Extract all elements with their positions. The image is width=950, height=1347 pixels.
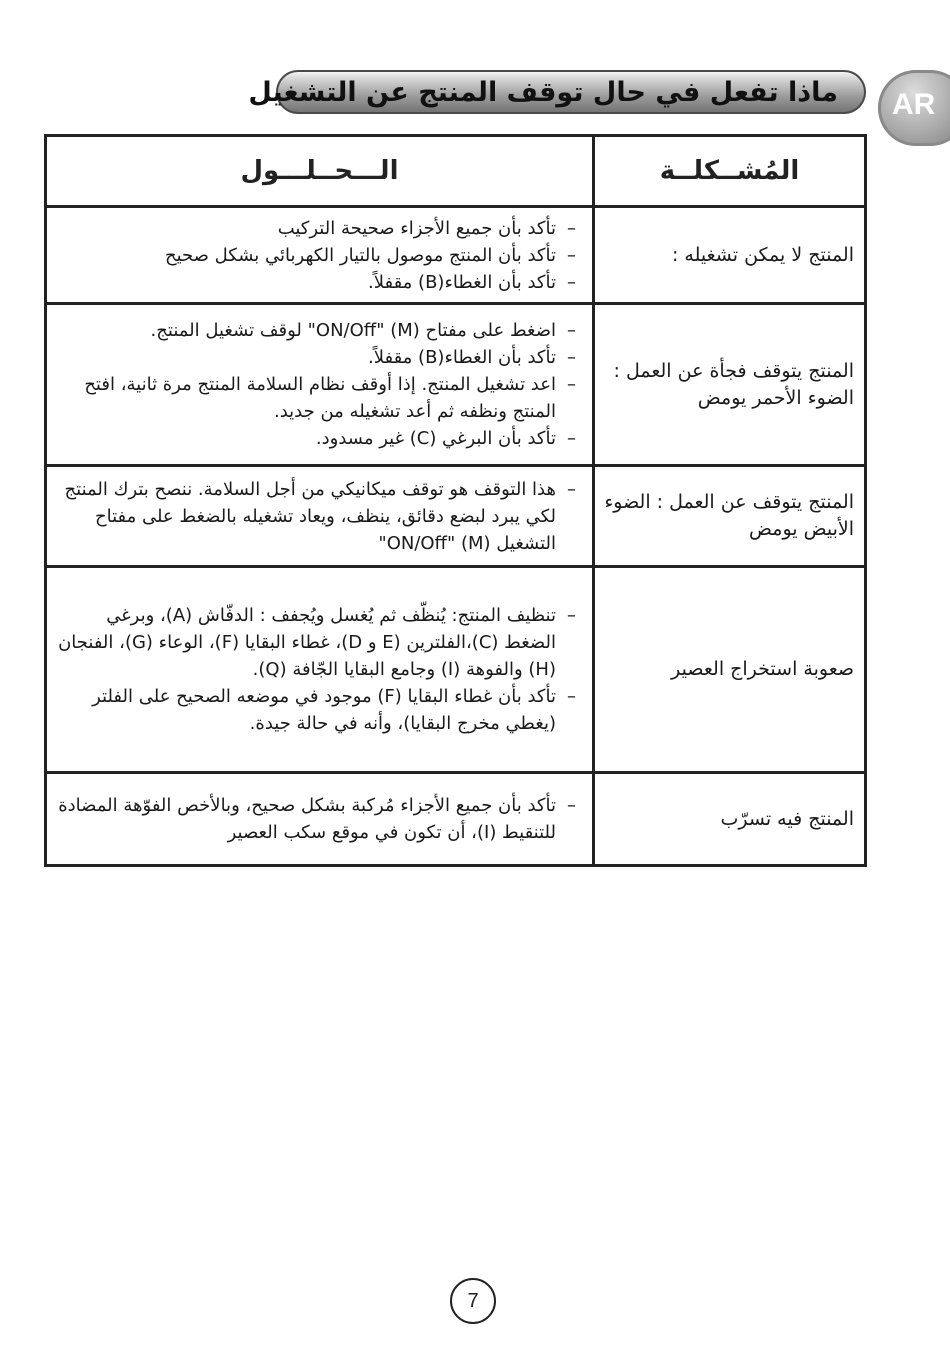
page-number: 7 <box>467 1289 479 1312</box>
solution-item: – تأكد بأن غطاء البقايا (F) موجود في موضعه الصحيح على الفلتر (يغطي مخرج البقايا)، وأنه في حالة جيدة. <box>53 683 578 737</box>
solution-cell <box>46 207 594 304</box>
section-title: ماذا تفعل في حال توقف المنتج عن التشغيل <box>248 76 838 108</box>
problem-cell: المنتج يتوقف فجأة عن العمل : الضوء الأحمر يومض <box>594 304 866 466</box>
table-header-row <box>46 136 866 207</box>
page-number-circle <box>450 1278 496 1324</box>
table-row <box>46 466 866 567</box>
problem-cell: المنتج يتوقف عن العمل : الضوء الأبيض يومض <box>594 466 866 567</box>
column-header-solution: الـــحــلـــول <box>46 136 594 207</box>
solution-list <box>53 792 578 846</box>
solution-item: – اعد تشغيل المنتج. إذا أوقف نظام السلامة المنتج مرة ثانية، افتح المنتج ونظفه ثم أعد تشغيله من جديد. <box>53 371 578 425</box>
solution-list <box>53 602 578 737</box>
solution-cell <box>46 304 594 466</box>
solution-item: – اضغط على مفتاح (M) "ON/Off" لوقف تشغيل المنتج. <box>53 317 578 344</box>
solution-item: – تنظيف المنتج: يُنظّف ثم يُغسل ويُجفف : الدفّاش (A)، وبرغي الضغط (C)،الفلترين (E و D)، غطاء البقايا (F)، الوعاء (G)، الفنجان (H) والفوهة (I) وجامع البقايا الجّافة (Q). <box>53 602 578 683</box>
solution-cell <box>46 466 594 567</box>
language-badge-label: AR <box>892 88 936 121</box>
solution-item: – هذا التوقف هو توقف ميكانيكي من أجل السلامة. ننصح بترك المنتج لكي يبرد لبضع دقائق، ينظف، ويعاد تشغيله بالضغط على مفتاح التشغيل (M) "ON/Off" <box>53 476 578 557</box>
troubleshooting-table <box>44 134 867 867</box>
table-row <box>46 773 866 866</box>
solution-item: – تأكد بأن المنتج موصول بالتيار الكهربائي بشكل صحيح <box>53 242 578 269</box>
table-row <box>46 207 866 304</box>
solution-item: – تأكد بأن الغطاء(B) مقفلاً. <box>53 344 578 371</box>
section-title-bar <box>248 70 866 114</box>
solution-list <box>53 476 578 557</box>
table-row <box>46 304 866 466</box>
solution-item: – تأكد بأن البرغي (C) غير مسدود. <box>53 425 578 452</box>
problem-cell: المنتج فيه تسرّب <box>594 773 866 866</box>
table-row <box>46 567 866 773</box>
solution-list <box>53 215 578 296</box>
solution-item: – تأكد بأن الغطاء(B) مقفلاً. <box>53 269 578 296</box>
problem-cell: صعوبة استخراج العصير <box>594 567 866 773</box>
solution-item: – تأكد بأن جميع الأجزاء صحيحة التركيب <box>53 215 578 242</box>
solution-cell <box>46 773 594 866</box>
problem-cell: المنتج لا يمكن تشغيله : <box>594 207 866 304</box>
language-badge <box>878 70 950 146</box>
solution-item: – تأكد بأن جميع الأجزاء مُركبة بشكل صحيح، وبالأخص الفوّهة المضادة للتنقيط (I)، أن تكون في موقع سكب العصير <box>53 792 578 846</box>
solution-cell <box>46 567 594 773</box>
solution-list <box>53 317 578 452</box>
column-header-problem: المُشــكلــة <box>594 136 866 207</box>
